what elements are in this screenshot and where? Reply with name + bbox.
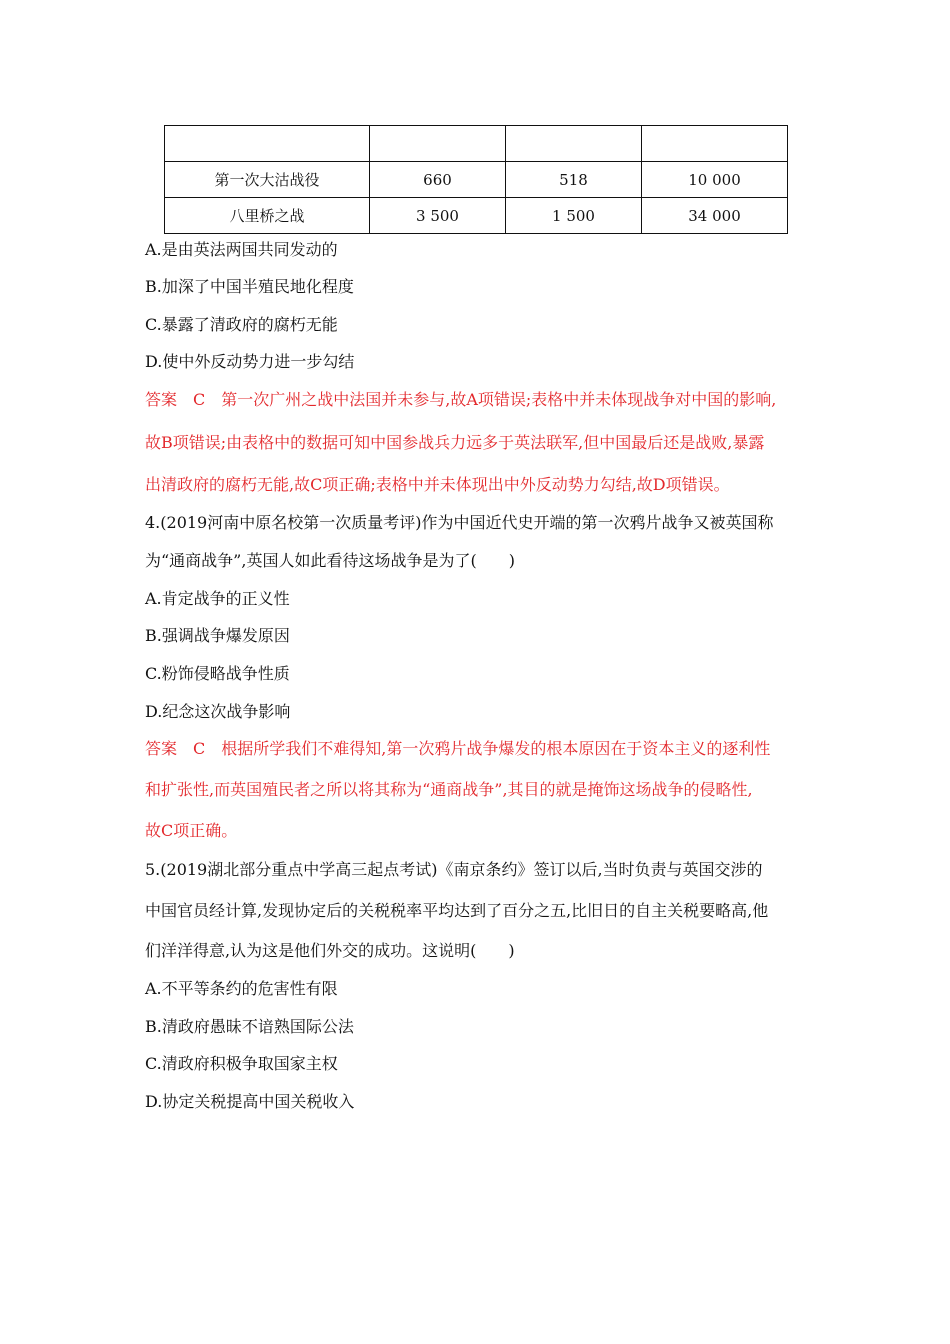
question-stem: 5.(2019湖北部分重点中学高三起点考试)《南京条约》签订以后,当时负责与英国交涉的 [145, 860, 763, 879]
answer-line: 答案 C 根据所学我们不难得知,第一次鸦片战争爆发的根本原因在于资本主义的逐利性 [145, 739, 771, 758]
question-stem: 为“通商战争”,英国人如此看待这场战争是为了( ) [145, 551, 515, 570]
table-cell: 34 000 [642, 198, 788, 234]
table-cell: 10 000 [642, 162, 788, 198]
casualty-table [164, 125, 788, 234]
table-cell: 1 500 [506, 198, 642, 234]
answer-line: 答案 C 第一次广州之战中法国并未参与,故A项错误;表格中并未体现战争对中国的影响, [145, 390, 777, 409]
option-a: A.是由英法两国共同发动的 [145, 240, 338, 259]
option-a: A.不平等条约的危害性有限 [145, 979, 338, 998]
option-b: B.清政府愚昧不谙熟国际公法 [145, 1017, 354, 1036]
table-cell [642, 126, 788, 162]
table-cell: 3 500 [370, 198, 506, 234]
answer-line: 出清政府的腐朽无能,故C项正确;表格中并未体现出中外反动势力勾结,故D项错误。 [145, 475, 730, 494]
option-d: D.使中外反动势力进一步勾结 [145, 352, 355, 371]
option-d: D.协定关税提高中国关税收入 [145, 1092, 355, 1111]
option-b: B.加深了中国半殖民地化程度 [145, 277, 354, 296]
option-a: A.肯定战争的正义性 [145, 589, 290, 608]
option-c: C.暴露了清政府的腐朽无能 [145, 315, 338, 334]
option-d: D.纪念这次战争影响 [145, 702, 291, 721]
question-stem: 4.(2019河南中原名校第一次质量考评)作为中国近代史开端的第一次鸦片战争又被英国称 [145, 513, 774, 532]
answer-line: 故B项错误;由表格中的数据可知中国参战兵力远多于英法联军,但中国最后还是战败,暴露 [145, 433, 765, 452]
answer-line: 故C项正确。 [145, 821, 238, 840]
option-c: C.清政府积极争取国家主权 [145, 1054, 338, 1073]
table-cell: 第一次大沽战役 [165, 162, 370, 198]
answer-line: 和扩张性,而英国殖民者之所以将其称为“通商战争”,其目的就是掩饰这场战争的侵略性, [145, 780, 753, 799]
option-c: C.粉饰侵略战争性质 [145, 664, 290, 683]
table-cell [506, 126, 642, 162]
table-cell [165, 126, 370, 162]
table-row [165, 198, 788, 234]
table-row [165, 162, 788, 198]
question-stem: 中国官员经计算,发现协定后的关税税率平均达到了百分之五,比旧日的自主关税要略高,他 [145, 901, 769, 920]
option-b: B.强调战争爆发原因 [145, 626, 290, 645]
table-cell: 660 [370, 162, 506, 198]
table-cell [370, 126, 506, 162]
question-stem: 们洋洋得意,认为这是他们外交的成功。这说明( ) [145, 941, 515, 960]
table-cell: 八里桥之战 [165, 198, 370, 234]
table-header-row [165, 126, 788, 162]
table-cell: 518 [506, 162, 642, 198]
